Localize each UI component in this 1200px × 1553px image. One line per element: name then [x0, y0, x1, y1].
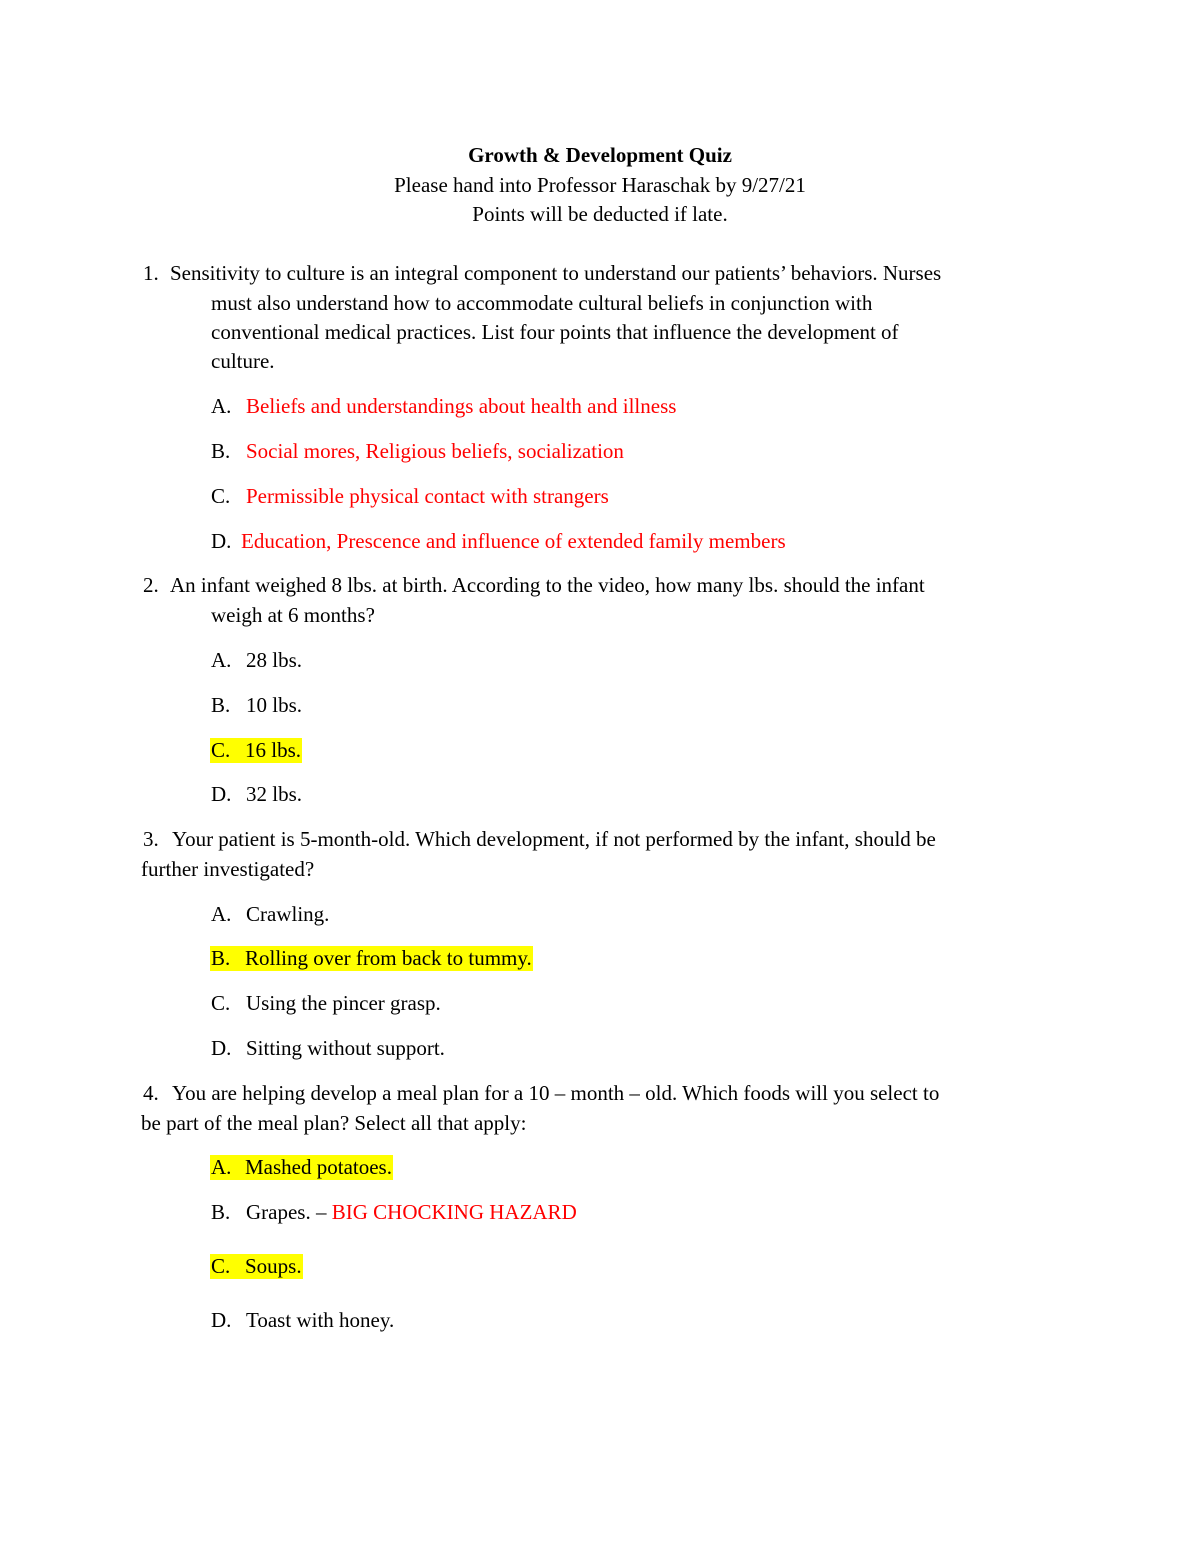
option-2c-highlighted — [210, 738, 302, 763]
option-letter: B. — [211, 946, 231, 970]
option-letter: D. — [211, 1308, 232, 1332]
option-text: Mashed potatoes. — [245, 1155, 392, 1179]
question-text-line: An infant weighed 8 lbs. at birth. According to the video, how many lbs. should the infant — [170, 573, 925, 597]
option-text: Rolling over from back to tummy. — [245, 946, 532, 970]
option-letter: A. — [211, 648, 232, 672]
option-4a-highlighted — [210, 1155, 393, 1180]
answer-text: Social mores, Religious beliefs, socialization — [246, 439, 624, 463]
option-letter: D. — [211, 782, 232, 806]
option-text: Using the pincer grasp. — [246, 991, 441, 1015]
question-text-line: Your patient is 5-month-old. Which development, if not performed by the infant, should be — [172, 827, 936, 851]
option-letter: B. — [211, 439, 231, 463]
option-3b-highlighted — [210, 946, 533, 971]
question-text-line: further investigated? — [141, 857, 315, 881]
option-4c-highlighted — [210, 1254, 303, 1279]
option-text: 28 lbs. — [246, 648, 303, 672]
option-letter: C. — [211, 1254, 231, 1278]
question-text-line: be part of the meal plan? Select all that apply: — [141, 1111, 527, 1135]
question-text-line: You are helping develop a meal plan for a 10 – month – old. Which foods will you select to — [172, 1081, 940, 1105]
option-letter: B. — [211, 1200, 231, 1224]
question-text-line: culture. — [211, 349, 275, 373]
question-number: 3. — [143, 827, 159, 851]
option-text: Sitting without support. — [246, 1036, 445, 1060]
quiz-instructions: Please hand into Professor Haraschak by 9/27/21 — [394, 173, 806, 197]
option-text: 32 lbs. — [246, 782, 303, 806]
option-letter: A. — [211, 1155, 232, 1179]
question-number: 2. — [143, 573, 159, 597]
question-text-line: must also understand how to accommodate cultural beliefs in conjunction with — [211, 291, 873, 315]
question-text-line: weigh at 6 months? — [211, 603, 375, 627]
answer-text: Education, Prescence and influence of extended family members — [241, 529, 786, 553]
option-letter: A. — [211, 394, 232, 418]
option-letter: D. — [211, 1036, 232, 1060]
option-letter: A. — [211, 902, 232, 926]
option-text: Toast with honey. — [246, 1308, 395, 1332]
option-letter: B. — [211, 693, 231, 717]
option-letter: C. — [211, 991, 231, 1015]
answer-text: Beliefs and understandings about health and illness — [246, 394, 677, 418]
option-text: 10 lbs. — [246, 693, 303, 717]
question-text-line: conventional medical practices. List four points that influence the development of — [211, 320, 899, 344]
option-text-group — [246, 1200, 577, 1225]
option-letter: D. — [211, 529, 232, 553]
question-number: 1. — [143, 261, 159, 285]
option-text: Grapes. – — [246, 1200, 332, 1224]
option-text: Soups. — [245, 1254, 302, 1278]
hazard-note: BIG CHOCKING HAZARD — [331, 1200, 577, 1224]
question-text-line: Sensitivity to culture is an integral component to understand our patients’ behaviors. Nurses — [170, 261, 942, 285]
late-note: Points will be deducted if late. — [472, 202, 728, 226]
option-letter: C. — [211, 738, 231, 762]
question-number: 4. — [143, 1081, 159, 1105]
answer-text: Permissible physical contact with strangers — [246, 484, 609, 508]
option-letter: C. — [211, 484, 231, 508]
option-text: 16 lbs. — [245, 738, 302, 762]
quiz-title: Growth & Development Quiz — [468, 143, 732, 167]
option-text: Crawling. — [246, 902, 330, 926]
